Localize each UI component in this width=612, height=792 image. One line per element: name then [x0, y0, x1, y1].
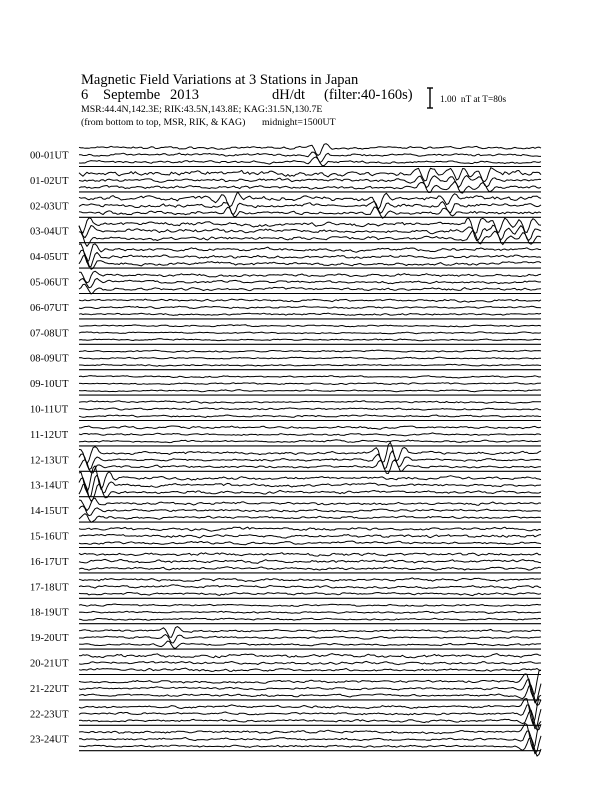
trace-RIK	[79, 332, 541, 334]
row-09-10UT	[30, 376, 541, 396]
trace-KAG	[79, 527, 541, 531]
row-label: 07-08UT	[30, 328, 69, 340]
row-07-08UT	[30, 325, 541, 345]
trace-KAG	[79, 350, 541, 352]
row-04-05UT	[30, 244, 541, 269]
trace-RIK	[79, 357, 541, 359]
trace-MSR	[79, 313, 541, 315]
trace-MSR	[79, 618, 541, 620]
trace-RIK	[79, 433, 541, 436]
trace-MSR	[79, 668, 541, 671]
trace-KAG	[79, 498, 541, 511]
filter-label: (filter:40-160s)	[324, 87, 413, 103]
row-label: 06-07UT	[30, 302, 69, 314]
row-label: 13-14UT	[30, 480, 69, 492]
row-11-12UT	[30, 426, 541, 446]
date-month: Septembe	[103, 87, 161, 103]
trace-RIK	[79, 306, 541, 309]
row-label: 23-24UT	[30, 734, 69, 746]
row-08-09UT	[30, 350, 541, 370]
row-19-20UT	[30, 627, 541, 650]
trace-KAG	[79, 466, 541, 493]
row-00-01UT	[30, 144, 541, 167]
trace-MSR	[79, 541, 541, 545]
row-label: 17-18UT	[30, 582, 69, 594]
scale-bar	[427, 88, 433, 108]
trace-MSR	[79, 339, 541, 341]
trace-MSR	[79, 364, 541, 366]
row-label: 05-06UT	[30, 277, 69, 289]
trace-KAG	[79, 654, 541, 658]
trace-MSR	[79, 567, 541, 570]
trace-RIK	[79, 506, 541, 516]
row-12-13UT	[30, 442, 541, 473]
chart-title: Magnetic Field Variations at 3 Stations in Japan	[81, 72, 359, 88]
row-label: 02-03UT	[30, 201, 69, 213]
stations-label: MSR:44.4N,142.3E; RIK:43.5N,143.8E; KAG:31.5N,130.7E	[81, 104, 323, 115]
trace-MSR	[79, 207, 541, 218]
row-14-15UT	[30, 498, 541, 522]
trace-MSR	[79, 514, 541, 523]
trace-KAG	[79, 244, 541, 263]
trace-RIK	[79, 383, 541, 385]
station-order-note: (from bottom to top, MSR, RIK, & KAG)	[81, 117, 246, 128]
row-18-19UT	[30, 604, 541, 624]
row-label: 12-13UT	[30, 455, 69, 467]
date-day: 6	[81, 87, 89, 103]
trace-RIK	[79, 585, 541, 589]
trace-RIK	[79, 635, 541, 643]
row-06-07UT	[30, 299, 541, 319]
trace-KAG	[79, 426, 541, 429]
trace-RIK	[79, 611, 541, 613]
trace-KAG	[79, 604, 541, 606]
row-20-21UT	[30, 654, 541, 675]
trace-RIK	[79, 152, 541, 163]
row-23-24UT	[30, 721, 541, 756]
row-label: 09-10UT	[30, 379, 69, 391]
row-label: 11-12UT	[30, 429, 69, 441]
trace-KAG	[79, 627, 541, 638]
trace-RIK	[79, 176, 541, 188]
row-02-03UT	[30, 192, 541, 218]
row-label: 00-01UT	[30, 150, 69, 162]
row-21-22UT	[30, 670, 541, 705]
row-label: 08-09UT	[30, 353, 69, 365]
trace-MSR	[79, 157, 541, 166]
row-label: 21-22UT	[30, 683, 69, 695]
trace-MSR	[79, 230, 541, 246]
trace-MSR	[79, 641, 541, 648]
row-label: 22-23UT	[30, 709, 69, 721]
row-label: 19-20UT	[30, 633, 69, 645]
trace-MSR	[79, 284, 541, 294]
row-label: 01-02UT	[30, 175, 69, 187]
row-16-17UT	[30, 553, 541, 573]
trace-RIK	[79, 535, 541, 539]
trace-RIK	[79, 408, 541, 410]
trace-KAG	[79, 401, 541, 404]
row-label: 10-11UT	[30, 404, 69, 416]
trace-MSR	[79, 440, 541, 443]
row-label: 14-15UT	[30, 506, 69, 518]
scale-label: 1.00 nT at T=80s	[440, 95, 507, 105]
trace-KAG	[79, 325, 541, 327]
trace-RIK	[79, 661, 541, 664]
row-label: 03-04UT	[30, 226, 69, 238]
row-label: 20-21UT	[30, 658, 69, 670]
row-03-04UT	[30, 218, 541, 247]
row-05-06UT	[30, 271, 541, 294]
trace-KAG	[79, 192, 541, 209]
trace-RIK	[79, 278, 541, 287]
trace-KAG	[79, 376, 541, 378]
trace-KAG	[79, 553, 541, 556]
trace-RIK	[79, 559, 541, 563]
row-15-16UT	[30, 527, 541, 547]
date-year: 2013	[170, 87, 199, 103]
trace-KAG	[79, 271, 541, 283]
quantity-label: dH/dt	[272, 87, 306, 103]
trace-KAG	[79, 578, 541, 582]
trace-KAG	[79, 299, 541, 302]
row-label: 18-19UT	[30, 607, 69, 619]
row-label: 15-16UT	[30, 531, 69, 543]
row-label: 16-17UT	[30, 556, 69, 568]
row-label: 04-05UT	[30, 252, 69, 264]
row-10-11UT	[30, 401, 541, 421]
trace-MSR	[79, 593, 541, 596]
row-17-18UT	[30, 578, 541, 598]
trace-MSR	[79, 415, 541, 418]
midnight-note: midnight=1500UT	[262, 117, 336, 128]
trace-MSR	[79, 390, 541, 392]
row-01-02UT	[30, 168, 541, 193]
